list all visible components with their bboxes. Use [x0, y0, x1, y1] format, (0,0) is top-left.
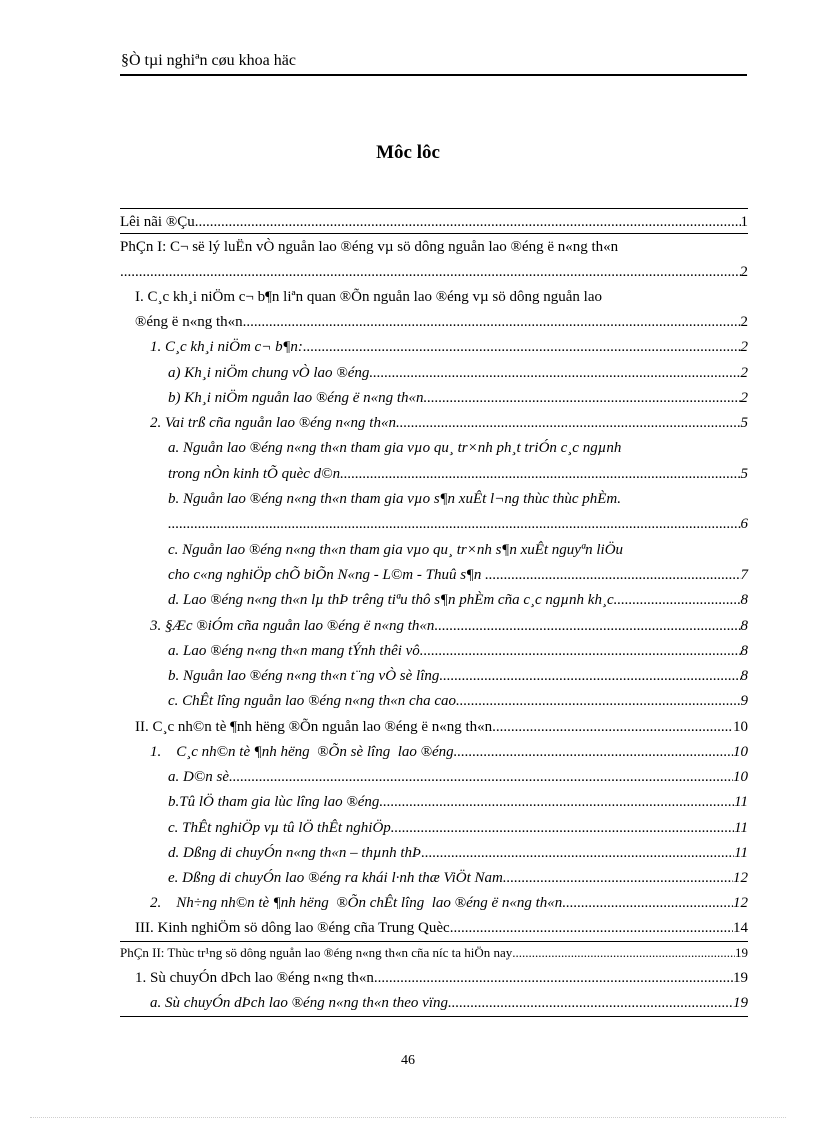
toc-entry-text: 2. Nh÷ng nh©n tè ¶nh hëng ®Õn chÊt lîng lao ®éng ë n«ng th«n [150, 895, 563, 911]
toc-entry-text: a. Nguån lao ®éng n«ng th«n tham gia vµo qu¸ tr×nh ph¸t triÓn c¸c ngµnh [168, 440, 622, 456]
toc-entry-page: 2 [740, 339, 748, 355]
toc-entry-text: 3. §Æc ®iÓm cña nguån lao ®éng ë n«ng th«n [150, 618, 435, 634]
toc-entry [168, 462, 748, 486]
toc-entry-text: e. Dßng di chuyÓn lao ®éng ra khái l·nh thæ ViÖt Nam. [168, 870, 507, 886]
toc-entry-page: 1 [740, 214, 748, 230]
toc-entry [120, 235, 748, 259]
toc-entry-page: 8 [740, 618, 748, 634]
table-rule [120, 1016, 748, 1017]
toc-entry [168, 563, 748, 587]
toc-entry-page: 9 [740, 693, 748, 709]
toc-entry [168, 588, 748, 612]
toc-entry-page: 7 [740, 567, 748, 583]
toc-entry-text: III. Kinh nghiÖm sö dông lao ®éng cña Trung Quèc [135, 920, 450, 936]
toc-entry-page: 2 [740, 390, 748, 406]
toc-entry-page: 8 [740, 668, 748, 684]
toc-entry [150, 991, 748, 1015]
toc-entry-page: 5 [740, 466, 748, 482]
toc-entry [150, 614, 748, 638]
toc-entry-text: 1. C¸c kh¸i niÖm c¬ b¶n: [150, 339, 303, 355]
toc-entry [135, 916, 748, 940]
page-edge [30, 1117, 786, 1118]
toc-entry-page: 19 [733, 970, 748, 986]
toc-entry-page: 12 [733, 895, 748, 911]
toc-entry-page: 6 [740, 516, 748, 532]
toc-entry-text: PhÇn II: Thùc tr¹ng sö dông nguån lao ®éng n«ng th«n cña níc ta hiÖn nay [120, 945, 513, 960]
toc-entry-page: 2 [740, 314, 748, 330]
toc-entry-text: I. C¸c kh¸i niÖm c¬ b¶n liªn quan ®Õn nguån lao ®éng vµ sö dông nguån lao [135, 289, 603, 305]
toc-entry-text: PhÇn I: C¬ së lý luËn vÒ nguån lao ®éng vµ sö dông nguån lao ®éng ë n«ng th«n [120, 239, 619, 255]
page-number: 46 [401, 1053, 415, 1068]
toc-entry-text: 2. Vai trß cña nguån lao ®éng n«ng th«n [150, 415, 396, 431]
toc-entry-text: c. Nguån lao ®éng n«ng th«n tham gia vµo qu¸ tr×nh s¶n xuÊt nguyªn liÖu [168, 542, 624, 558]
toc-title: Môc lôc [376, 142, 440, 163]
toc-entry [150, 891, 748, 915]
toc-entry [135, 285, 748, 309]
toc-entry-text: trong nÒn kinh tÕ quèc d©n [168, 466, 341, 482]
toc-entry-page: 19 [735, 945, 748, 960]
toc-entry-page: 11 [734, 794, 748, 810]
toc-entry [168, 790, 748, 814]
toc-entry-page: 14 [733, 920, 748, 936]
toc-entry [168, 386, 748, 410]
toc-entry-text: a) Kh¸i niÖm chung vÒ lao ®éng. [168, 365, 374, 381]
toc-entry-text: d. Dßng di chuyÓn n«ng th«n – thµnh thÞ. [168, 845, 425, 861]
toc-entry-text: c. ChÊt lîng nguån lao ®éng n«ng th«n cha cao. [168, 693, 460, 709]
toc-entry [168, 866, 748, 890]
toc-entry [150, 335, 748, 359]
toc-entry [168, 487, 748, 511]
toc-entry-page: 8 [740, 643, 748, 659]
toc-entry-text: 1. Sù chuyÓn dÞch lao ®éng n«ng th«n. [135, 970, 378, 986]
toc-entry-page: 10 [733, 769, 748, 785]
toc-entry-page: 8 [740, 592, 748, 608]
toc-entry [168, 639, 748, 663]
toc-entry-text: 1. C¸c nh©n tè ¶nh hëng ®Õn sè lîng lao ®éng [150, 744, 454, 760]
toc-entry [168, 436, 748, 460]
toc-entry [168, 689, 748, 713]
toc-entry [168, 841, 748, 865]
toc-entry [120, 210, 748, 234]
toc-entry [135, 715, 748, 739]
toc-entry [135, 310, 748, 334]
toc-entry [120, 941, 748, 965]
toc-entry [168, 361, 748, 385]
toc-entry [150, 411, 748, 435]
toc-entry-page: 2 [740, 264, 748, 280]
toc-entry [120, 260, 748, 284]
toc-entry-text: Lêi nãi ®Çu [120, 214, 195, 230]
toc-entry-text: b) Kh¸i niÖm nguån lao ®éng ë n«ng th«n [168, 390, 424, 406]
header-rule [120, 74, 747, 76]
toc-entry [168, 664, 748, 688]
toc-entry-text: d. Lao ®éng n«ng th«n lµ thÞ trêng tiªu thô s¶n phÈm cña c¸c ngµnh kh¸c [168, 592, 614, 608]
toc-entry-text: a. D©n sè [168, 769, 229, 785]
toc-entry-text: b. Nguån lao ®éng n«ng th«n tham gia vµo s¶n xuÊt l¬ng thùc thùc phÈm. [168, 491, 621, 507]
toc-entry [168, 538, 748, 562]
toc-entry [150, 740, 748, 764]
table-rule [120, 941, 748, 942]
toc-entry [168, 765, 748, 789]
toc-entry [168, 512, 748, 536]
toc-entry-page: 10 [733, 719, 748, 735]
toc-entry-page: 10 [733, 744, 748, 760]
toc-entry-page: 12 [733, 870, 748, 886]
toc-entry [168, 816, 748, 840]
toc-entry-page: 2 [740, 365, 748, 381]
toc-entry-text: a. Lao ®éng n«ng th«n mang tÝnh thêi vô. [168, 643, 424, 659]
toc-entry-text: ®éng ë n«ng th«n. [135, 314, 247, 330]
toc-entry-text: b.Tû lÖ tham gia lùc lîng lao ®éng. [168, 794, 384, 810]
running-header: §Ò tµi nghiªn cøu khoa häc [121, 52, 296, 69]
toc-entry-page: 11 [734, 820, 748, 836]
toc-entry-text: c. ThÊt nghiÖp vµ tû lÖ thÊt nghiÖp. [168, 820, 395, 836]
toc-entry [135, 966, 748, 990]
toc-entry-text: II. C¸c nh©n tè ¶nh hëng ®Õn nguån lao ®éng ë n«ng th«n [135, 719, 493, 735]
toc-entry-page: 5 [740, 415, 748, 431]
toc-entry-text: a. Sù chuyÓn dÞch lao ®éng n«ng th«n theo vïng [150, 995, 449, 1011]
table-rule [120, 233, 748, 234]
table-rule [120, 208, 748, 209]
toc-entry-text: b. Nguån lao ®éng n«ng th«n t¨ng vÒ sè lîng. [168, 668, 444, 684]
toc-entry-page: 11 [734, 845, 748, 861]
toc-entry-page: 19 [733, 995, 748, 1011]
toc-entry-text: cho c«ng nghiÖp chÕ biÕn N«ng - L©m - Thuû s¶n . [168, 567, 489, 583]
